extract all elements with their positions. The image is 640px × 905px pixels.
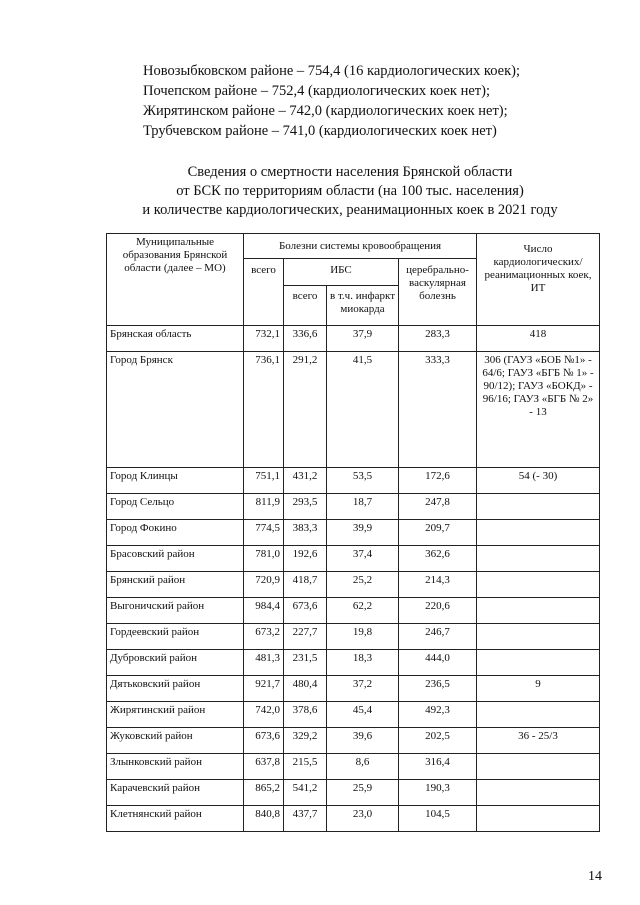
table-row xyxy=(107,650,600,676)
cell-mi: 19,8 xyxy=(327,624,399,650)
cell-mi: 39,9 xyxy=(327,520,399,546)
title-line: Сведения о смертности населения Брянской области xyxy=(187,164,513,180)
row-name: Жуковский район xyxy=(107,728,244,754)
header-total: всего xyxy=(244,259,284,326)
row-name: Город Фокино xyxy=(107,520,244,546)
mortality-table xyxy=(106,233,600,832)
cell-total: 637,8 xyxy=(244,754,284,780)
cell-ibs: 431,2 xyxy=(284,468,327,494)
cell-ibs: 383,3 xyxy=(284,520,327,546)
cell-beds xyxy=(477,624,600,650)
row-name: Дятьковский район xyxy=(107,676,244,702)
cell-ibs: 329,2 xyxy=(284,728,327,754)
table-row xyxy=(107,780,600,806)
cell-beds xyxy=(477,572,600,598)
cell-beds: 36 - 25/3 xyxy=(477,728,600,754)
row-name: Брасовский район xyxy=(107,546,244,572)
table-row xyxy=(107,468,600,494)
cell-total: 865,2 xyxy=(244,780,284,806)
cell-ibs: 231,5 xyxy=(284,650,327,676)
row-name: Выгоничский район xyxy=(107,598,244,624)
cell-total: 481,3 xyxy=(244,650,284,676)
cell-ibs: 336,6 xyxy=(284,326,327,352)
cell-mi: 39,6 xyxy=(327,728,399,754)
table-row xyxy=(107,352,600,468)
table-row xyxy=(107,728,600,754)
cell-ibs: 673,6 xyxy=(284,598,327,624)
cell-beds: 306 (ГАУЗ «БОБ №1» - 64/6; ГАУЗ «БГБ № 1» - 90/12); ГАУЗ «БОКД» - 96/16; ГАУЗ «БГБ № 2» - 13 xyxy=(477,352,600,468)
intro-line: Новозыбковском районе – 754,4 (16 кардиологических коек); xyxy=(143,63,520,79)
cell-beds: 9 xyxy=(477,676,600,702)
cell-cvd: 492,3 xyxy=(399,702,477,728)
table-row xyxy=(107,520,600,546)
cell-mi: 45,4 xyxy=(327,702,399,728)
table-body xyxy=(107,326,600,832)
table-row xyxy=(107,326,600,352)
row-name: Гордеевский район xyxy=(107,624,244,650)
cell-cvd: 209,7 xyxy=(399,520,477,546)
header-cerebro: церебрально-васкулярная болезнь xyxy=(399,259,477,326)
cell-ibs: 541,2 xyxy=(284,780,327,806)
cell-beds xyxy=(477,598,600,624)
row-name: Город Брянск xyxy=(107,352,244,468)
cell-cvd: 444,0 xyxy=(399,650,477,676)
table-row xyxy=(107,572,600,598)
table-row xyxy=(107,676,600,702)
table-row xyxy=(107,754,600,780)
cell-cvd: 104,5 xyxy=(399,806,477,832)
cell-ibs: 192,6 xyxy=(284,546,327,572)
table-row xyxy=(107,624,600,650)
cell-ibs: 378,6 xyxy=(284,702,327,728)
cell-cvd: 362,6 xyxy=(399,546,477,572)
cell-ibs: 291,2 xyxy=(284,352,327,468)
intro-line: Жирятинском районе – 742,0 (кардиологических коек нет); xyxy=(143,103,508,119)
cell-mi: 23,0 xyxy=(327,806,399,832)
cell-total: 732,1 xyxy=(244,326,284,352)
cell-cvd: 214,3 xyxy=(399,572,477,598)
row-name: Злынковский район xyxy=(107,754,244,780)
header-municipality: Муниципальные образования Брянской области (далее – МО) xyxy=(107,234,244,326)
row-name: Брянская область xyxy=(107,326,244,352)
cell-beds xyxy=(477,702,600,728)
cell-beds xyxy=(477,546,600,572)
cell-beds xyxy=(477,754,600,780)
cell-mi: 37,2 xyxy=(327,676,399,702)
cell-total: 774,5 xyxy=(244,520,284,546)
page-number: 14 xyxy=(588,869,602,884)
cell-total: 673,6 xyxy=(244,728,284,754)
header-ibs: ИБС xyxy=(284,259,399,286)
cell-mi: 25,9 xyxy=(327,780,399,806)
row-name: Брянский район xyxy=(107,572,244,598)
table-row xyxy=(107,494,600,520)
cell-total: 921,7 xyxy=(244,676,284,702)
cell-ibs: 293,5 xyxy=(284,494,327,520)
cell-cvd: 247,8 xyxy=(399,494,477,520)
row-name: Карачевский район xyxy=(107,780,244,806)
cell-mi: 8,6 xyxy=(327,754,399,780)
cell-cvd: 246,7 xyxy=(399,624,477,650)
cell-beds xyxy=(477,494,600,520)
cell-total: 742,0 xyxy=(244,702,284,728)
header-bsk: Болезни системы кровообращения xyxy=(244,234,477,259)
intro-text xyxy=(143,61,613,141)
cell-total: 720,9 xyxy=(244,572,284,598)
cell-mi: 37,9 xyxy=(327,326,399,352)
row-name: Клетнянский район xyxy=(107,806,244,832)
table-title xyxy=(100,163,600,220)
cell-ibs: 480,4 xyxy=(284,676,327,702)
cell-beds xyxy=(477,650,600,676)
row-name: Город Клинцы xyxy=(107,468,244,494)
cell-total: 984,4 xyxy=(244,598,284,624)
cell-cvd: 316,4 xyxy=(399,754,477,780)
cell-beds xyxy=(477,520,600,546)
cell-ibs: 418,7 xyxy=(284,572,327,598)
row-name: Город Сельцо xyxy=(107,494,244,520)
cell-mi: 18,7 xyxy=(327,494,399,520)
cell-ibs: 215,5 xyxy=(284,754,327,780)
header-beds: Число кардиологических/ реанимационных коек, ИТ xyxy=(477,234,600,326)
cell-cvd: 220,6 xyxy=(399,598,477,624)
row-name: Дубровский район xyxy=(107,650,244,676)
cell-beds xyxy=(477,806,600,832)
cell-total: 781,0 xyxy=(244,546,284,572)
cell-mi: 62,2 xyxy=(327,598,399,624)
intro-line: Почепском районе – 752,4 (кардиологических коек нет); xyxy=(143,83,490,99)
cell-total: 811,9 xyxy=(244,494,284,520)
header-ibs-mi: в т.ч. инфаркт миокарда xyxy=(327,286,399,326)
cell-ibs: 437,7 xyxy=(284,806,327,832)
cell-beds: 418 xyxy=(477,326,600,352)
table-row xyxy=(107,806,600,832)
row-name: Жирятинский район xyxy=(107,702,244,728)
cell-beds: 54 (- 30) xyxy=(477,468,600,494)
cell-mi: 25,2 xyxy=(327,572,399,598)
header-ibs-total: всего xyxy=(284,286,327,326)
cell-mi: 18,3 xyxy=(327,650,399,676)
table-row xyxy=(107,598,600,624)
cell-total: 736,1 xyxy=(244,352,284,468)
cell-mi: 41,5 xyxy=(327,352,399,468)
table-row xyxy=(107,546,600,572)
cell-cvd: 333,3 xyxy=(399,352,477,468)
intro-line: Трубчевском районе – 741,0 (кардиологических коек нет) xyxy=(143,123,497,139)
cell-mi: 37,4 xyxy=(327,546,399,572)
title-line: и количестве кардиологических, реанимационных коек в 2021 году xyxy=(142,202,558,218)
cell-total: 751,1 xyxy=(244,468,284,494)
cell-ibs: 227,7 xyxy=(284,624,327,650)
table-row xyxy=(107,702,600,728)
cell-cvd: 202,5 xyxy=(399,728,477,754)
cell-total: 673,2 xyxy=(244,624,284,650)
cell-cvd: 236,5 xyxy=(399,676,477,702)
cell-mi: 53,5 xyxy=(327,468,399,494)
cell-cvd: 190,3 xyxy=(399,780,477,806)
cell-cvd: 283,3 xyxy=(399,326,477,352)
title-line: от БСК по территориям области (на 100 тыс. населения) xyxy=(176,183,524,199)
cell-cvd: 172,6 xyxy=(399,468,477,494)
cell-total: 840,8 xyxy=(244,806,284,832)
cell-beds xyxy=(477,780,600,806)
